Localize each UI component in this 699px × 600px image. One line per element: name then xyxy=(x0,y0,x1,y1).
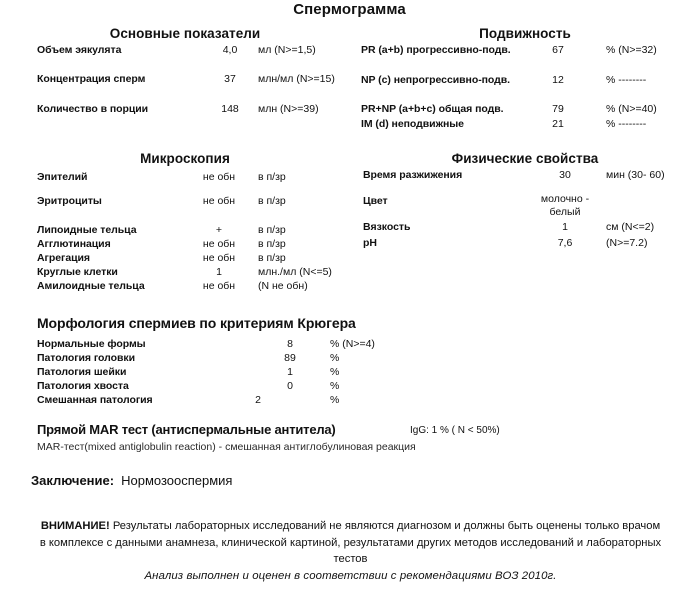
row-label-round-cells: Круглые клетки xyxy=(37,266,118,278)
row-value-lipoid-bodies: + xyxy=(215,224,223,236)
row-unit-prnp-total-motility: % (N>=40) xyxy=(606,103,657,115)
row-value-normal-forms: 8 xyxy=(287,338,293,350)
row-label-tail-pathology: Патология хвоста xyxy=(37,380,129,392)
row-label-im-immotile: IM (d) неподвижные xyxy=(361,118,464,130)
row-unit-sperm-concentration: млн/мл (N>=15) xyxy=(258,73,335,85)
row-label-mixed-pathology: Смешанная патология xyxy=(37,394,153,406)
row-value-round-cells: 1 xyxy=(216,266,222,278)
row-unit-total-count: млн (N>=39) xyxy=(258,103,319,115)
row-label-np-nonprogressive: NP (c) непрогрессивно-подв. xyxy=(361,74,511,86)
row-value-ejaculate-volume: 4,0 xyxy=(222,44,238,56)
row-value-liquefaction-time: 30 xyxy=(559,169,571,181)
row-value-epithelium: не обн xyxy=(202,171,236,183)
row-value-viscosity: 1 xyxy=(562,221,568,233)
row-value-amyloid-bodies: не обн xyxy=(202,280,236,292)
row-unit-normal-forms: % (N>=4) xyxy=(330,338,375,350)
row-label-amyloid-bodies: Амилоидные тельца xyxy=(37,280,145,292)
row-unit-round-cells: млн./мл (N<=5) xyxy=(258,266,332,278)
row-value-erythrocytes: не обн xyxy=(202,195,236,207)
conclusion-value: Нормозооспермия xyxy=(121,473,233,488)
row-label-neck-pathology: Патология шейки xyxy=(37,366,127,378)
row-unit-ph: (N>=7.2) xyxy=(606,237,648,249)
row-unit-erythrocytes: в п/зр xyxy=(258,195,286,207)
row-value-color-line2: белый xyxy=(549,206,581,218)
row-label-total-count: Количество в порции xyxy=(37,103,149,115)
row-label-agglutination: Агглютинация xyxy=(37,238,111,250)
row-label-erythrocytes: Эритроциты xyxy=(37,195,102,207)
row-unit-im-immotile: % -------- xyxy=(606,118,647,130)
row-unit-liquefaction-time: мин (30- 60) xyxy=(606,169,665,181)
row-unit-mixed-pathology: % xyxy=(330,394,340,406)
row-label-ejaculate-volume: Объем эякулята xyxy=(37,44,122,56)
warning-block xyxy=(38,518,663,568)
row-value-np-nonprogressive: 12 xyxy=(552,74,564,86)
row-value-head-pathology: 89 xyxy=(284,352,296,364)
row-value-pr-progressive: 67 xyxy=(552,44,564,56)
row-label-liquefaction-time: Время разжижения xyxy=(363,169,463,181)
row-label-epithelium: Эпителий xyxy=(37,171,88,183)
row-unit-aggregation: в п/зр xyxy=(258,252,286,264)
row-unit-ejaculate-volume: мл (N>=1,5) xyxy=(258,44,316,56)
row-label-ph: pH xyxy=(363,237,377,249)
conclusion-row xyxy=(31,474,232,487)
page-title: Спермограмма xyxy=(293,1,406,18)
row-label-color: Цвет xyxy=(363,195,388,207)
section-title-physical-properties: Физические свойства xyxy=(451,151,599,166)
row-label-aggregation: Агрегация xyxy=(37,252,91,264)
warning-text: Результаты лабораторных исследований не являются диагнозом и должны быть оценены только врачом в комплексе с данными анамнеза, клинической картиной, результатами других методов исследований и лабораторных тестов xyxy=(39,520,662,565)
row-unit-neck-pathology: % xyxy=(330,366,340,378)
row-unit-epithelium: в п/зр xyxy=(258,171,286,183)
mar-test-igg-value: IgG: 1 % ( N < 50%) xyxy=(410,425,500,436)
row-label-head-pathology: Патология головки xyxy=(37,352,136,364)
section-title-morphology: Морфология спермиев по критериям Крюгера xyxy=(37,315,356,331)
row-value-tail-pathology: 0 xyxy=(287,380,293,392)
row-value-im-immotile: 21 xyxy=(552,118,564,130)
row-value-agglutination: не обн xyxy=(202,238,236,250)
section-title-motility: Подвижность xyxy=(479,26,571,41)
row-unit-agglutination: в п/зр xyxy=(258,238,286,250)
row-unit-np-nonprogressive: % -------- xyxy=(606,74,647,86)
row-unit-pr-progressive: % (N>=32) xyxy=(606,44,657,56)
row-label-prnp-total-motility: PR+NP (a+b+c) общая подв. xyxy=(361,103,504,115)
mar-test-subtitle: MAR-тест(mixed antiglobulin reaction) - смешанная антиглобулиновая реакция xyxy=(37,441,416,453)
section-title-microscopy: Микроскопия xyxy=(140,151,230,166)
row-value-aggregation: не обн xyxy=(202,252,236,264)
warning-bold-label: ВНИМАНИЕ! xyxy=(40,520,110,532)
row-label-lipoid-bodies: Липоидные тельца xyxy=(37,224,137,236)
row-value-neck-pathology: 1 xyxy=(287,366,293,378)
row-label-viscosity: Вязкость xyxy=(363,221,411,233)
row-unit-tail-pathology: % xyxy=(330,380,340,392)
row-value-ph: 7,6 xyxy=(557,237,573,249)
row-value-total-count: 148 xyxy=(221,103,239,115)
row-value-sperm-concentration: 37 xyxy=(224,73,236,85)
who-reference-note: Анализ выполнен и оценен в соответствии с рекомендациями ВОЗ 2010г. xyxy=(144,570,557,582)
row-value-color-line1: молочно - xyxy=(540,193,590,205)
row-unit-head-pathology: % xyxy=(330,352,340,364)
row-label-pr-progressive: PR (a+b) прогрессивно-подв. xyxy=(361,44,511,56)
mar-test-title: Прямой MAR тест (антиспермальные антитела) xyxy=(37,422,336,437)
row-value-prnp-total-motility: 79 xyxy=(552,103,564,115)
row-value-mixed-pathology: 2 xyxy=(255,394,261,406)
row-unit-amyloid-bodies: (N не обн) xyxy=(258,280,308,292)
row-label-normal-forms: Нормальные формы xyxy=(37,338,146,350)
conclusion-label: Заключение: xyxy=(31,473,115,488)
section-title-main-indicators: Основные показатели xyxy=(109,26,261,41)
row-unit-viscosity: см (N<=2) xyxy=(606,221,655,233)
row-unit-lipoid-bodies: в п/зр xyxy=(258,224,286,236)
row-label-sperm-concentration: Концентрация сперм xyxy=(37,73,146,85)
